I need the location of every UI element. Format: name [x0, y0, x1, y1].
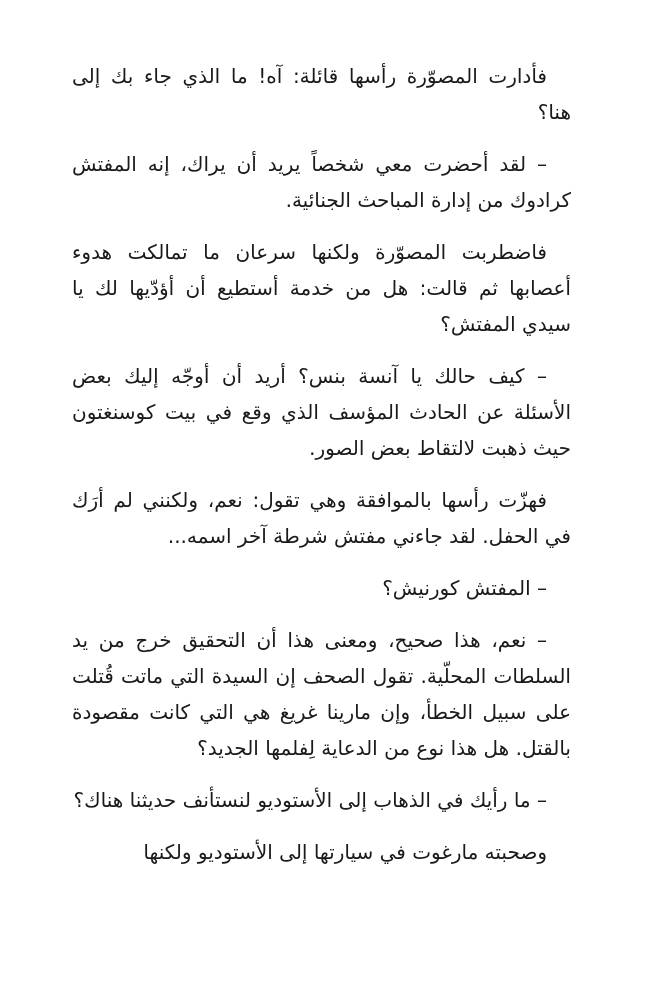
paragraph-9: وصحبته مارغوت في سيارتها إلى الأستوديو ولكنها	[143, 840, 547, 864]
paragraph-3: فاضطربت المصوّرة ولكنها سرعان ما تمالكت هدوء أعصابها ثم قالت: هل من خدمة أستطيع أن أؤدّيها لك يا سيدي المفتش؟	[72, 240, 571, 336]
paragraph-6: – المفتش كورنيش؟	[382, 576, 547, 600]
book-page	[72, 58, 571, 886]
paragraph-5: فهزّت رأسها بالموافقة وهي تقول: نعم، ولكنني لم أرَك في الحفل. لقد جاءني مفتش شرطة آخر اسمه...	[72, 488, 571, 548]
paragraph-2: – لقد أحضرت معي شخصاً يريد أن يراك، إنه المفتش كرادوك من إدارة المباحث الجنائية.	[72, 152, 571, 212]
paragraph-1: فأدارت المصوّرة رأسها قائلة: آه! ما الذي جاء بك إلى هنا؟	[72, 64, 571, 124]
paragraph-8: – ما رأيك في الذهاب إلى الأستوديو لنستأنف حديثنا هناك؟	[73, 788, 547, 812]
paragraph-7: – نعم، هذا صحيح، ومعنى هذا أن التحقيق خرج من يد السلطات المحلّية. تقول الصحف إن السيدة التي ماتت قُتلت على سبيل الخطأ، وإن مارينا غريغ هي التي كانت مقصودة بالقتل. هل هذا نوع من الدعاية لِفلمها الجديد؟	[72, 628, 571, 760]
paragraph-4: – كيف حالك يا آنسة بنس؟ أريد أن أوجّه إليك بعض الأسئلة عن الحادث المؤسف الذي وقع في بيت كوسنغتون حيث ذهبت لالتقاط بعض الصور.	[72, 364, 571, 460]
